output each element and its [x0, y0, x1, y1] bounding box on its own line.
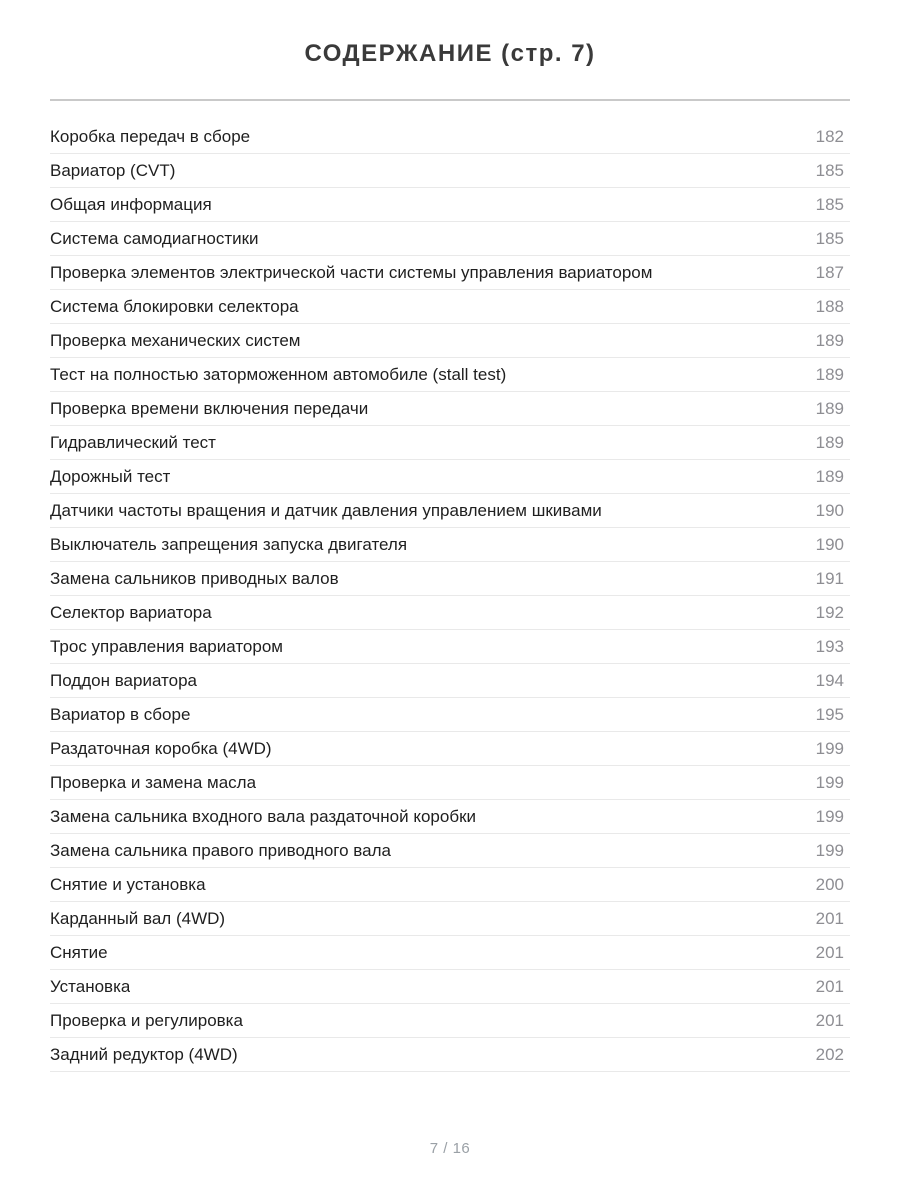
- toc-entry-page-number: 190: [815, 534, 844, 554]
- header-divider: [50, 99, 850, 101]
- toc-entry-page-number: 202: [815, 1044, 844, 1064]
- toc-row: [50, 766, 850, 800]
- toc-row: [50, 732, 850, 766]
- toc-row: [50, 392, 850, 426]
- toc-entry-label: Дорожный тест: [50, 466, 171, 486]
- toc-entry-page-number: 201: [815, 976, 844, 996]
- toc-entry-page-number: 182: [815, 126, 844, 146]
- toc-row: [50, 902, 850, 936]
- toc-row: [50, 970, 850, 1004]
- toc-row: [50, 358, 850, 392]
- toc-row: [50, 834, 850, 868]
- toc-entry-label: Селектор вариатора: [50, 602, 212, 622]
- toc-entry-page-number: 192: [815, 602, 844, 622]
- toc-list: [50, 120, 850, 1072]
- toc-entry-label: Снятие и установка: [50, 874, 206, 894]
- toc-entry-label: Система блокировки селектора: [50, 296, 299, 316]
- toc-entry-page-number: 201: [815, 1010, 844, 1030]
- toc-entry-label: Общая информация: [50, 194, 212, 214]
- toc-row: [50, 562, 850, 596]
- toc-row: [50, 936, 850, 970]
- toc-entry-page-number: 201: [815, 908, 844, 928]
- toc-entry-page-number: 199: [815, 840, 844, 860]
- toc-row: [50, 698, 850, 732]
- toc-entry-label: Система самодиагностики: [50, 228, 259, 248]
- toc-row: [50, 324, 850, 358]
- toc-row: [50, 664, 850, 698]
- toc-entry-page-number: 199: [815, 806, 844, 826]
- toc-entry-page-number: 189: [815, 432, 844, 452]
- toc-row: [50, 528, 850, 562]
- toc-entry-page-number: 201: [815, 942, 844, 962]
- toc-row: [50, 290, 850, 324]
- toc-entry-page-number: 185: [815, 194, 844, 214]
- toc-entry-page-number: 194: [815, 670, 844, 690]
- toc-entry-label: Снятие: [50, 942, 108, 962]
- toc-row: [50, 460, 850, 494]
- toc-entry-page-number: 195: [815, 704, 844, 724]
- toc-entry-page-number: 190: [815, 500, 844, 520]
- toc-entry-page-number: 185: [815, 160, 844, 180]
- toc-entry-label: Тест на полностью заторможенном автомобиле (stall test): [50, 364, 507, 384]
- toc-row: [50, 494, 850, 528]
- toc-entry-page-number: 187: [815, 262, 844, 282]
- toc-row: [50, 154, 850, 188]
- toc-entry-label: Установка: [50, 976, 131, 996]
- toc-entry-page-number: 189: [815, 330, 844, 350]
- page-title: СОДЕРЖАНИЕ (стр. 7): [304, 40, 596, 67]
- toc-entry-label: Поддон вариатора: [50, 670, 197, 690]
- toc-entry-label: Замена сальника правого приводного вала: [50, 840, 391, 860]
- toc-row: [50, 630, 850, 664]
- toc-entry-page-number: 189: [815, 398, 844, 418]
- toc-entry-label: Проверка механических систем: [50, 330, 301, 350]
- toc-row: [50, 868, 850, 902]
- toc-entry-label: Коробка передач в сборе: [50, 126, 251, 146]
- toc-entry-label: Гидравлический тест: [50, 432, 216, 452]
- toc-entry-page-number: 199: [815, 738, 844, 758]
- toc-entry-label: Проверка элементов электрической части системы управления вариатором: [50, 262, 653, 282]
- toc-row: [50, 120, 850, 154]
- toc-entry-page-number: 185: [815, 228, 844, 248]
- toc-entry-label: Вариатор в сборе: [50, 704, 191, 724]
- toc-entry-page-number: 189: [815, 364, 844, 384]
- toc-entry-label: Раздаточная коробка (4WD): [50, 738, 272, 758]
- toc-entry-page-number: 188: [815, 296, 844, 316]
- toc-row: [50, 800, 850, 834]
- toc-row: [50, 256, 850, 290]
- toc-row: [50, 188, 850, 222]
- toc-entry-label: Вариатор (CVT): [50, 160, 176, 180]
- toc-row: [50, 426, 850, 460]
- toc-entry-page-number: 199: [815, 772, 844, 792]
- toc-row: [50, 222, 850, 256]
- toc-entry-label: Замена сальника входного вала раздаточной коробки: [50, 806, 477, 826]
- toc-entry-label: Проверка и замена масла: [50, 772, 257, 792]
- toc-entry-page-number: 193: [815, 636, 844, 656]
- toc-entry-label: Трос управления вариатором: [50, 636, 283, 656]
- toc-entry-label: Задний редуктор (4WD): [50, 1044, 238, 1064]
- toc-entry-label: Выключатель запрещения запуска двигателя: [50, 534, 408, 554]
- toc-entry-label: Проверка времени включения передачи: [50, 398, 369, 418]
- toc-entry-page-number: 189: [815, 466, 844, 486]
- toc-entry-label: Датчики частоты вращения и датчик давления управлением шкивами: [50, 500, 602, 520]
- toc-row: [50, 596, 850, 630]
- toc-row: [50, 1004, 850, 1038]
- page-number-indicator: 7 / 16: [429, 1140, 471, 1157]
- toc-entry-page-number: 200: [815, 874, 844, 894]
- toc-entry-page-number: 191: [815, 568, 844, 588]
- toc-entry-label: Замена сальников приводных валов: [50, 568, 339, 588]
- toc-entry-label: Проверка и регулировка: [50, 1010, 243, 1030]
- toc-entry-label: Карданный вал (4WD): [50, 908, 226, 928]
- toc-row: [50, 1038, 850, 1072]
